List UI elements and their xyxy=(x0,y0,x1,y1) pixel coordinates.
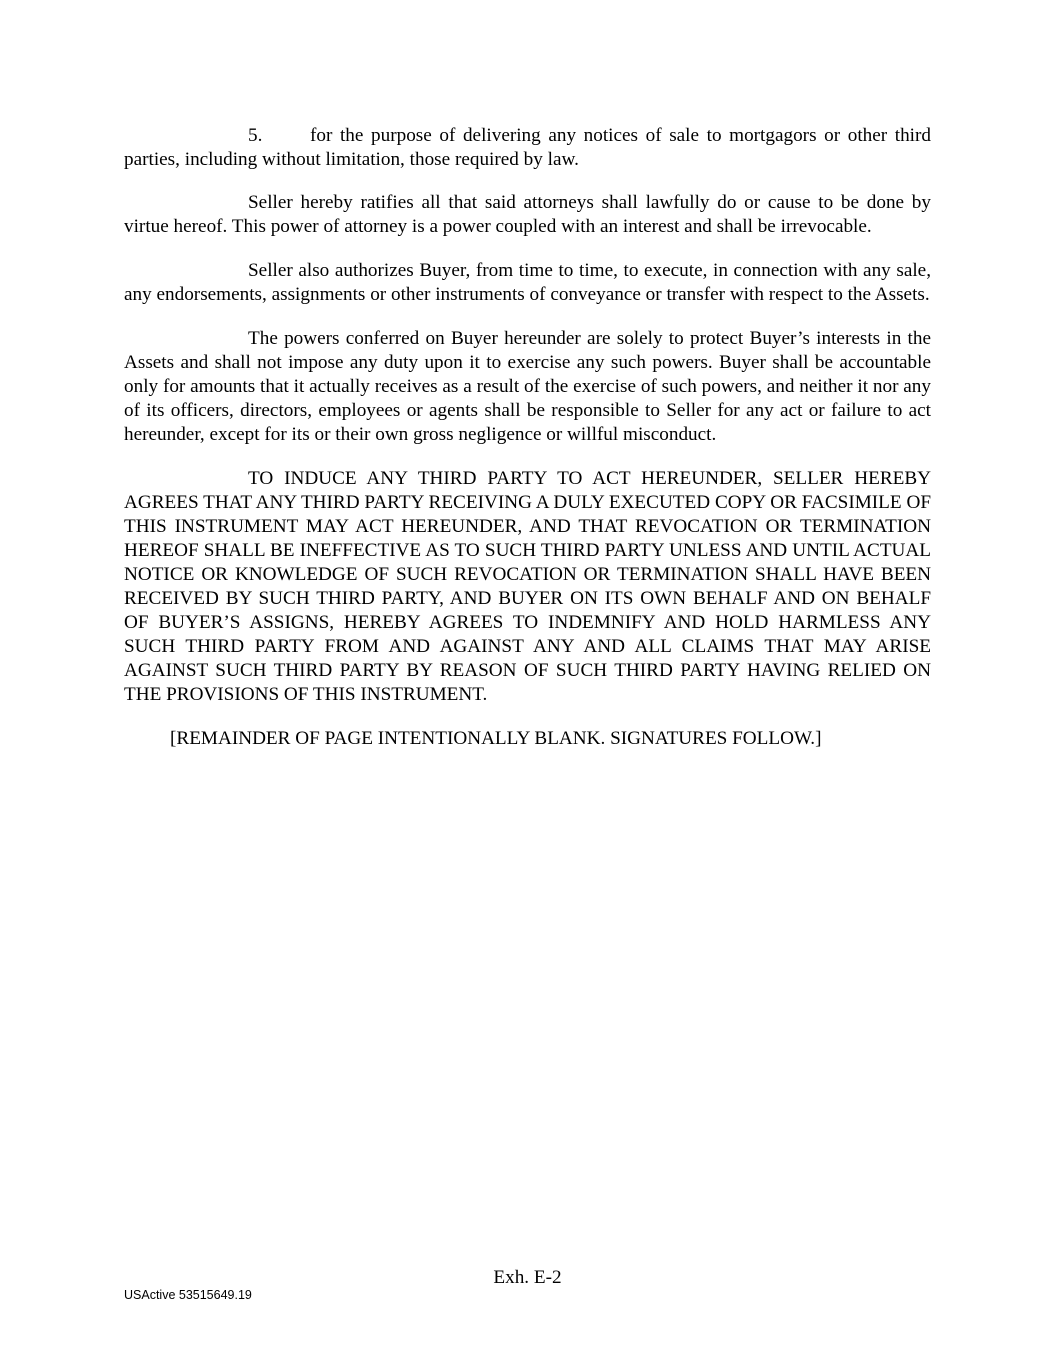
paragraph-powers: The powers conferred on Buyer hereunder are solely to protect Buyer’s interests in the Assets and shall not impose any duty upon it to exercise any such powers. Buyer shall be accountable only for amounts that it actually receives as a result of the exercise of such powers, and neither it nor any of its officers, directors, employees or agents shall be responsible to Seller for any act or failure to act hereunder, except for its or their own gross negligence or willful misconduct. xyxy=(124,328,931,445)
paragraph-third-party-inducement: TO INDUCE ANY THIRD PARTY TO ACT HEREUNDER, SELLER HEREBY AGREES THAT ANY THIRD PARTY RECEIVING A DULY EXECUTED COPY OR FACSIMILE OF THIS INSTRUMENT MAY ACT HEREUNDER, AND THAT REVOCATION OR TERMINATION HEREOF SHALL BE INEFFECTIVE AS TO SUCH THIRD PARTY UNLESS AND UNTIL ACTUAL NOTICE OR KNOWLEDGE OF SUCH REVOCATION OR TERMINATION SHALL HAVE BEEN RECEIVED BY SUCH THIRD PARTY, AND BUYER ON ITS OWN BEHALF AND ON BEHALF OF BUYER’S ASSIGNS, HEREBY AGREES TO INDEMNIFY AND HOLD HARMLESS ANY SUCH THIRD PARTY FROM AND AGAINST ANY AND ALL CLAIMS THAT MAY ARISE AGAINST SUCH THIRD PARTY BY REASON OF SUCH THIRD PARTY HAVING RELIED ON THE PROVISIONS OF THIS INSTRUMENT. xyxy=(124,468,931,705)
paragraph-ratification: Seller hereby ratifies all that said attorneys shall lawfully do or cause to be done by virtue hereof. This power of attorney is a power coupled with an interest and shall be irrevocable. xyxy=(124,192,931,237)
remainder-note: [REMAINDER OF PAGE INTENTIONALLY BLANK. SIGNATURES FOLLOW.] xyxy=(170,728,822,749)
page-label: Exh. E-2 xyxy=(493,1267,562,1288)
item-text: for the purpose of delivering any notices of sale to mortgagors or other third parties, including without limitation, those required by law. xyxy=(124,125,931,170)
paragraph-authorization: Seller also authorizes Buyer, from time to time, to execute, in connection with any sale, any endorsements, assignments or other instruments of conveyance or transfer with respect to the Assets. xyxy=(124,260,931,305)
item-number: 5. xyxy=(248,125,263,146)
document-id: USActive 53515649.19 xyxy=(124,1288,252,1302)
numbered-item-5 xyxy=(124,124,931,172)
document-body xyxy=(124,124,931,751)
